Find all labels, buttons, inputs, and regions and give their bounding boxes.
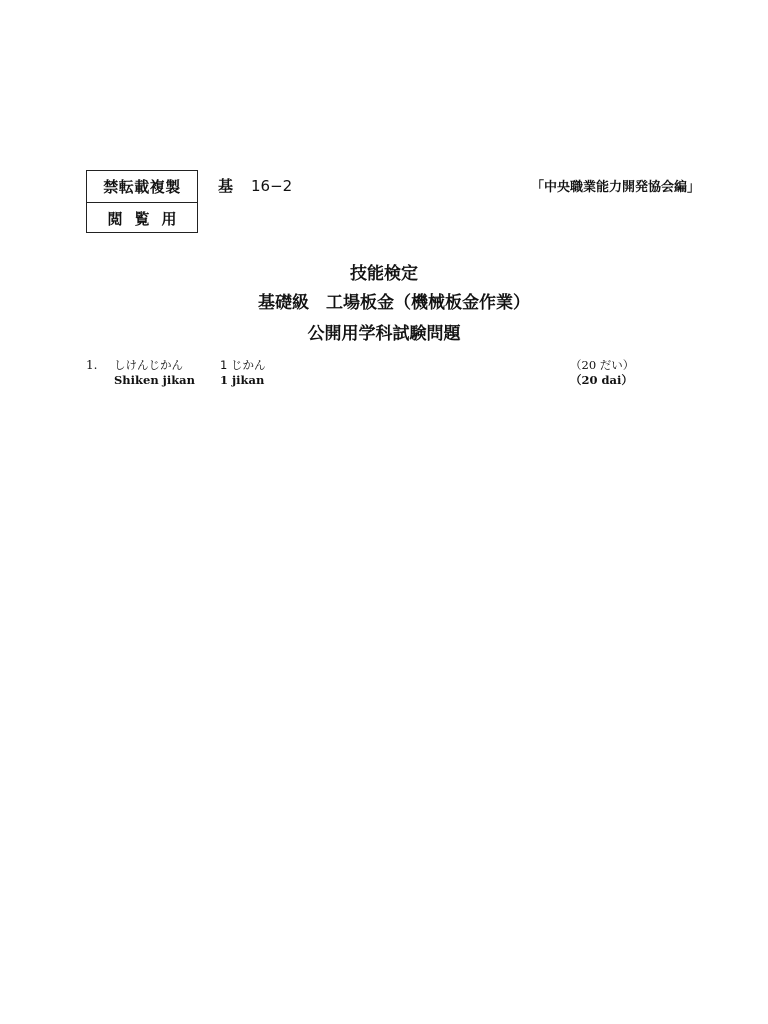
item-count-romaji: （20 dai） (570, 373, 633, 387)
item-value-kana: 1 じかん (220, 358, 266, 372)
title-line-1: 技能検定 (350, 264, 418, 284)
stamp-bottom-text: 閲覧用 (107, 210, 189, 228)
exam-code-number: 16−2 (251, 177, 293, 195)
exam-code-kanji: 基 (218, 177, 234, 195)
exam-code (218, 175, 292, 196)
title-line-2: 基礎級 工場板金（機械板金作業） (258, 293, 530, 313)
stamp-top-text: 禁転載複製 (87, 171, 197, 203)
item-count-kana: （20 だい） (570, 358, 635, 372)
item-number: 1. (86, 358, 98, 372)
title-line-3: 公開用学科試験問題 (307, 324, 461, 344)
item-value-romaji: 1 jikan (220, 373, 265, 387)
reprint-prohibited-stamp (86, 170, 198, 233)
publisher-credit: 「中央職業能力開発協会編」 (530, 180, 700, 195)
item-label-kana: しけんじかん (114, 358, 183, 372)
item-label-romaji: Shiken jikan (114, 373, 195, 387)
